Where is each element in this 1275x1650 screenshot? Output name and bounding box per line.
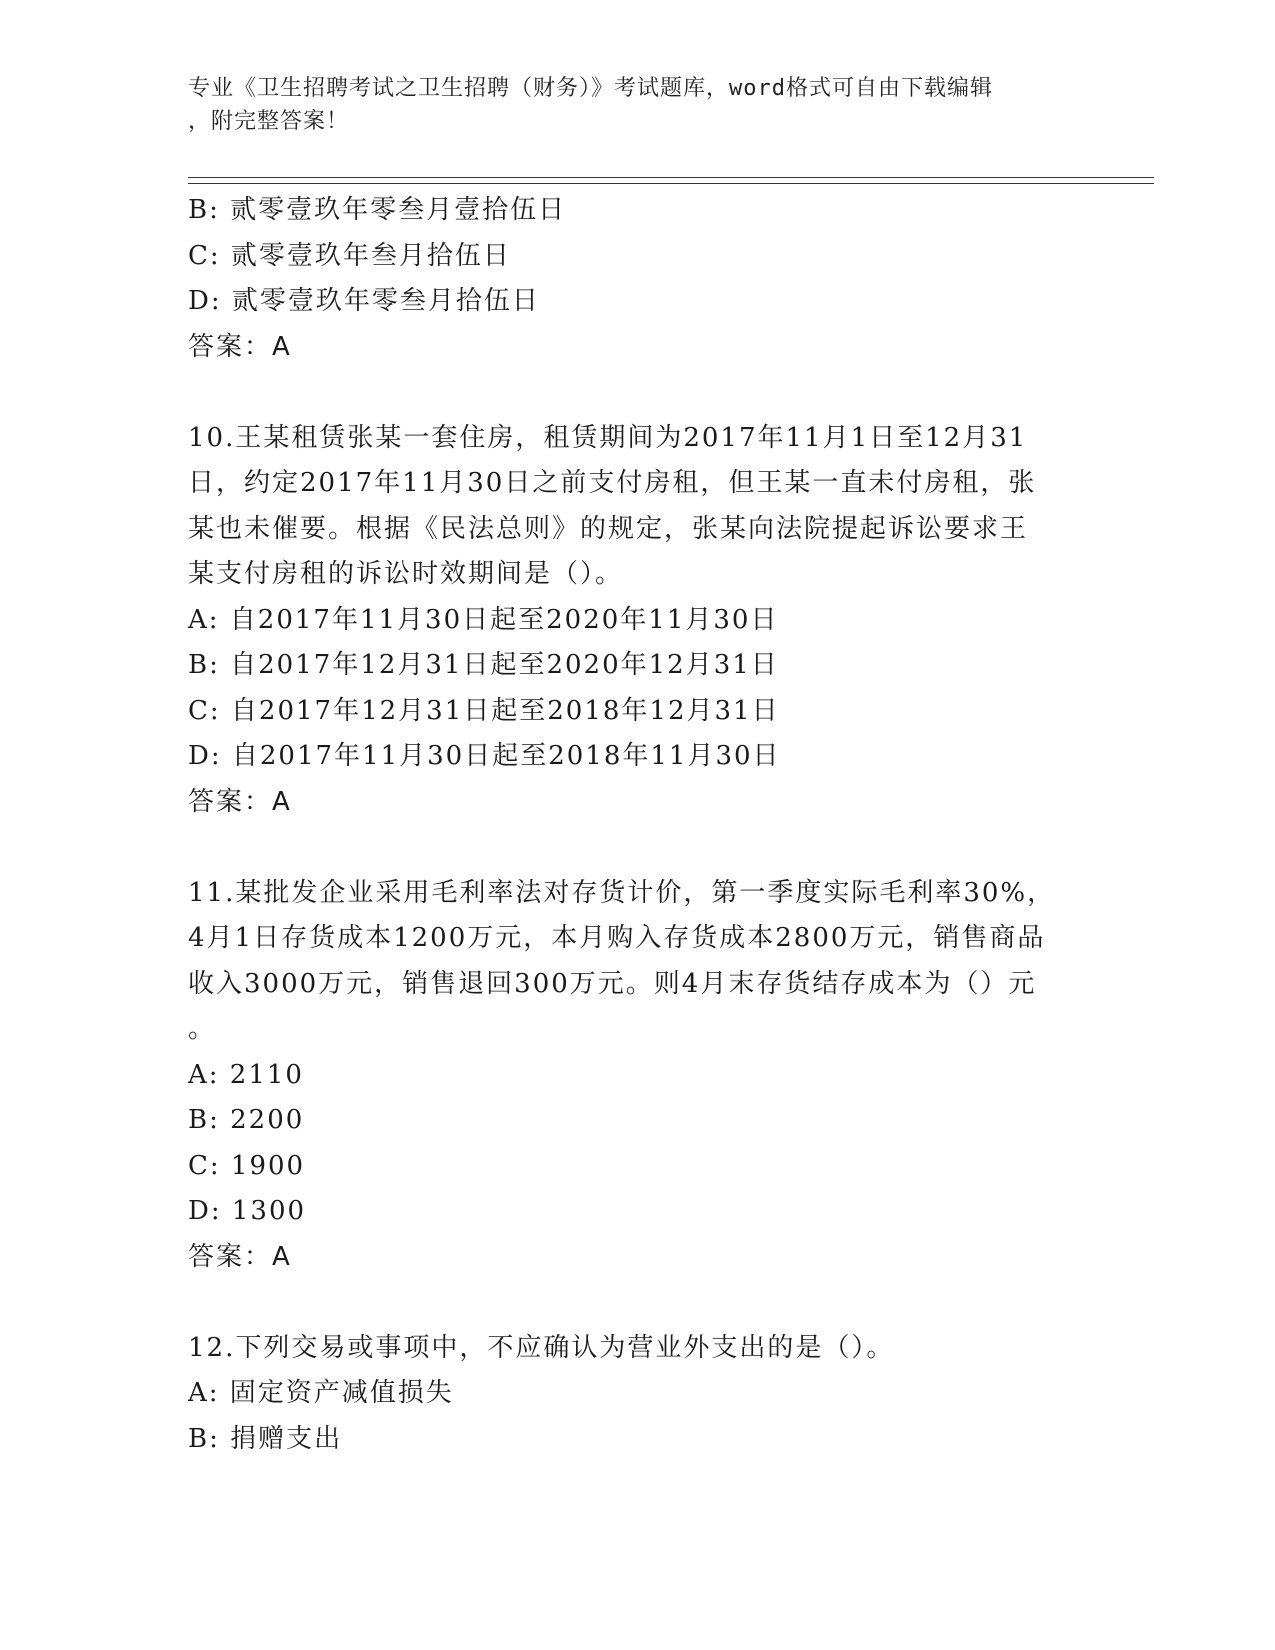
header-line-2: ，附完整答案！ bbox=[188, 109, 350, 134]
option-b: B: 自2017年12月31日起至2020年12月31日 bbox=[188, 650, 779, 680]
option-d: D: 自2017年11月30日起至2018年11月30日 bbox=[188, 741, 781, 771]
option-b: B: 贰零壹玖年零叁月壹拾伍日 bbox=[188, 195, 567, 225]
option-d: D: 贰零壹玖年零叁月拾伍日 bbox=[188, 286, 540, 316]
question-12 bbox=[188, 1326, 1088, 1463]
option-c: C: 贰零壹玖年叁月拾伍日 bbox=[188, 240, 511, 271]
question-text-line: 日，约定2017年11月30日之前支付房租，但王某一直未付房租，张 bbox=[188, 468, 1037, 498]
question-10 bbox=[188, 416, 1088, 826]
question-text-line: 某也未催要。根据《民法总则》的规定，张某向法院提起诉讼要求王 bbox=[188, 513, 1029, 544]
option-b: B: 2200 bbox=[188, 1105, 305, 1135]
header-line-1: 专业《卫生招聘考试之卫生招聘（财务）》考试题库，word格式可自由下载编辑 bbox=[188, 76, 993, 101]
document-header bbox=[188, 72, 1088, 138]
option-a: A: 2110 bbox=[188, 1059, 304, 1090]
question-11 bbox=[188, 871, 1088, 1281]
spacer bbox=[188, 825, 1088, 871]
answer-label: 答案：A bbox=[188, 786, 292, 817]
option-c: C: 1900 bbox=[188, 1150, 306, 1181]
question-9-tail bbox=[188, 188, 1088, 370]
spacer bbox=[188, 1280, 1088, 1326]
answer-label: 答案：A bbox=[188, 331, 292, 362]
document-body bbox=[188, 188, 1088, 1462]
option-b: B: 捐赠支出 bbox=[188, 1423, 343, 1454]
header-rule-bottom bbox=[188, 183, 1154, 184]
option-d: D: 1300 bbox=[188, 1196, 307, 1226]
question-text-line: 收入3000万元，销售退回300万元。则4月末存货结存成本为（）元 bbox=[188, 968, 1037, 999]
option-c: C: 自2017年12月31日起至2018年12月31日 bbox=[188, 695, 780, 726]
answer-label: 答案：A bbox=[188, 1241, 292, 1272]
spacer bbox=[188, 370, 1088, 416]
question-text-line: 。 bbox=[188, 1014, 217, 1044]
header-rule-top bbox=[188, 177, 1154, 178]
option-a: A: 固定资产减值损失 bbox=[188, 1378, 454, 1408]
question-text-line: 12.下列交易或事项中，不应确认为营业外支出的是（）。 bbox=[188, 1332, 895, 1363]
question-text-line: 10.王某租赁张某一套住房，租赁期间为2017年11月1日至12月31 bbox=[188, 422, 1028, 453]
question-text-line: 某支付房租的诉讼时效期间是（）。 bbox=[188, 559, 624, 589]
question-text-line: 11.某批发企业采用毛利率法对存货计价，第一季度实际毛利率30%， bbox=[188, 877, 1056, 908]
option-a: A: 自2017年11月30日起至2020年11月30日 bbox=[188, 604, 779, 635]
question-text-line: 4月1日存货成本1200万元，本月购入存货成本2800万元，销售商品 bbox=[188, 923, 1046, 953]
